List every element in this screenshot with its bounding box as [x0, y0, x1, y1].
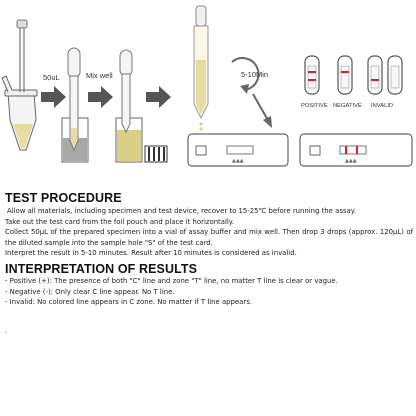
result-card-icon: [300, 134, 412, 166]
procedure-line: Interpret the result in 5-10 minutes. Result after 10 minutes is considered as invalid.: [5, 249, 297, 258]
interpretation-line: - Positive (+): The presence of both "C" line and zone "T" line, no matter T line is clear or vague.: [5, 277, 338, 285]
negative-strip-icon: [338, 56, 352, 94]
procedure-illustration: [0, 0, 416, 190]
procedure-diagram: [0, 0, 416, 190]
label-50ul: 50uL: [43, 73, 60, 82]
invalid-strip-icon: [388, 56, 402, 94]
large-dropper-icon: [194, 6, 208, 131]
procedure-line: Collect 50μL of the prepared specimen into a vial of assay buffer and mix well. Then drop 3 drops (approx. 120μL) of the diluted sample into the sample hole "S" of the test card.: [5, 228, 413, 247]
label-time: 5-10Min: [241, 70, 269, 79]
procedure-line: Take out the test card from the foil pouch and place it horizontally.: [5, 217, 235, 226]
interpretation-line: - Negative (-): Only clear C line appear. No T line.: [5, 287, 175, 296]
svg-text:▲▲▲: ▲▲▲: [345, 158, 357, 164]
arrow-icon: [146, 86, 171, 108]
label-negative: NEGATIVE: [333, 103, 362, 109]
timer-arrow-icon: [232, 58, 272, 128]
positive-strip-icon: [305, 56, 319, 94]
procedure-title: TEST PROCEDURE: [5, 191, 122, 205]
arrow-icon: [41, 86, 66, 108]
vial-rack-icon: [145, 146, 167, 162]
dropper-cap-icon: [120, 50, 132, 132]
sample-tube-icon: [2, 20, 37, 150]
interpretation-title: INTERPRETATION OF RESULTS: [5, 262, 198, 276]
pipette-icon: [68, 48, 80, 150]
interpretation-line: - Invalid: No colored line appears in C zone. No matter if T line appears.: [5, 298, 252, 307]
svg-text:▲▲▲: ▲▲▲: [232, 158, 244, 164]
interpretation-text: [5, 276, 413, 308]
test-card-icon: [188, 134, 288, 166]
label-positive: POSITIVE: [301, 103, 328, 109]
procedure-text: [5, 206, 413, 259]
label-invalid: INVALID: [371, 103, 394, 109]
procedure-line: Allow all materials, including specimen and test device, recover to 15-25℃ before running the assay.: [7, 207, 357, 215]
invalid-strip-icon: [368, 56, 382, 94]
trailing-mark: .: [5, 327, 8, 335]
arrow-icon: [88, 86, 113, 108]
label-mix-well: Mix well: [86, 71, 113, 80]
